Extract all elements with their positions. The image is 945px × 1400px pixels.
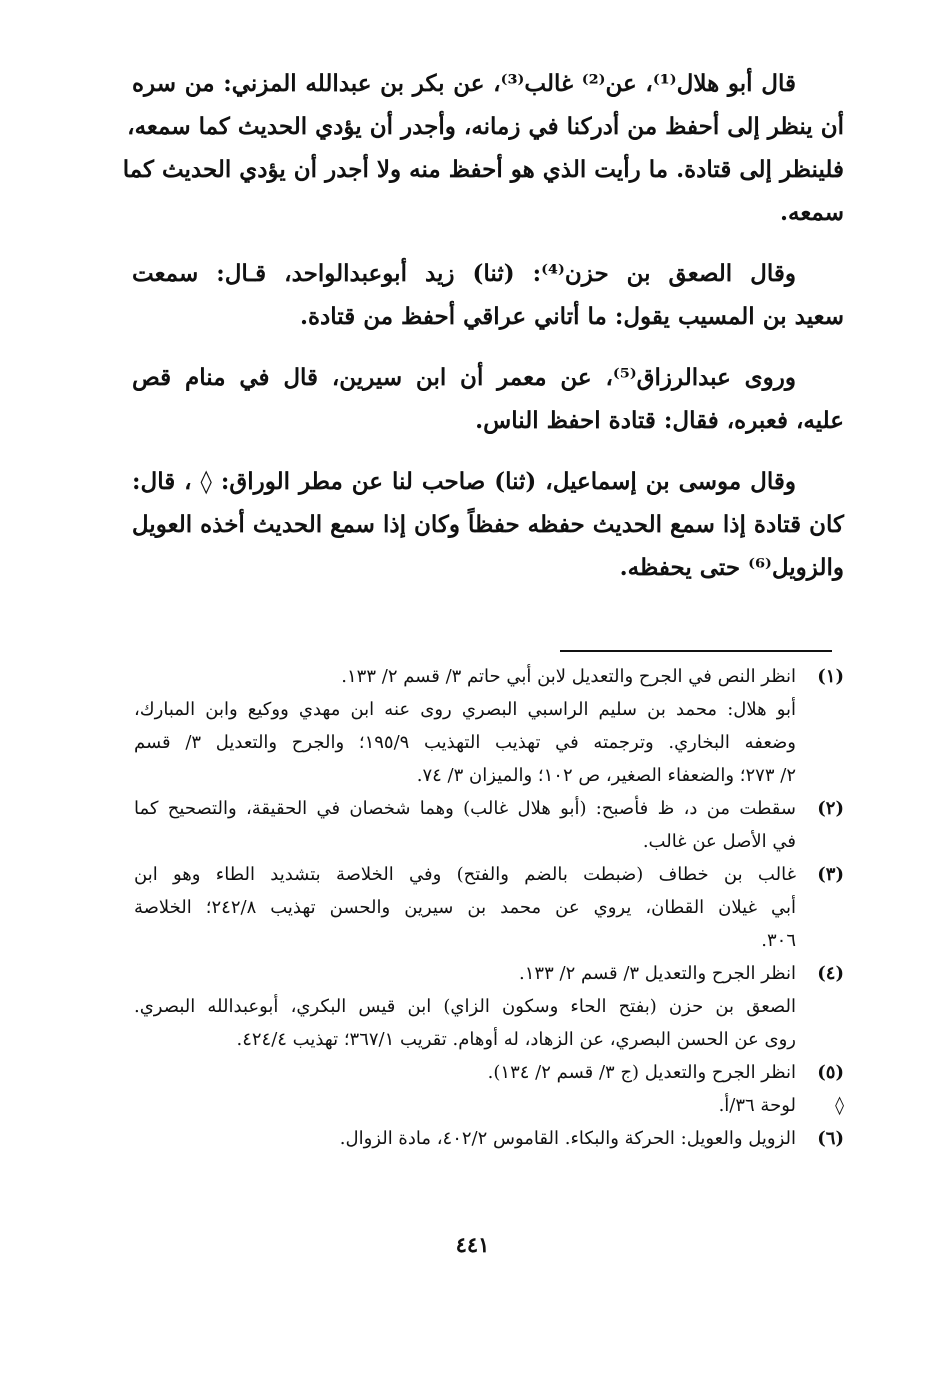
text-line: سمعه.: [779, 199, 844, 226]
footnote-body: [134, 693, 796, 792]
footnote-number: (٥): [817, 1062, 844, 1083]
footnote-number: (١): [817, 666, 844, 687]
footnote-line: الصعق بن حزن (بفتح الحاء وسكون الزاي) ابن قيس البكري، أبوعبدالله البصري.: [134, 996, 796, 1017]
text-line: وقال الصعق بن حزن⁽⁴⁾: (ثنا) زيد أبوعبدالواحد، قـال: سمعت: [132, 260, 796, 287]
footnote-number: (٣): [817, 864, 844, 885]
footnote-body: [134, 858, 796, 957]
paragraph-2: [132, 252, 844, 338]
footnote-line: ٣٠٦.: [761, 930, 796, 951]
footnote-line: سقطت من د، ظ فأصبح: (أبو هلال غالب) وهما شخصان في الحقيقة، والتصحيح كما: [134, 798, 796, 819]
footnote-line: انظر الجرح والتعديل (ج ٣/ قسم ٢/ ١٣٤).: [487, 1062, 796, 1083]
footnote-line: أبي غيلان القطان، يروي عن محمد بن سيرين والحسن تهذيب ٢٤٢/٨؛ الخلاصة: [134, 897, 796, 918]
footnote-4: [134, 957, 844, 990]
footnotes: [134, 660, 844, 1155]
footnote-body: [134, 660, 796, 693]
footnote-line: الزويل والعويل: الحركة والبكاء. القاموس ٤٠٢/٢، مادة الزوال.: [339, 1128, 796, 1149]
footnote-6: [134, 1122, 844, 1155]
footnote-number: [796, 990, 844, 1056]
footnote-line: في الأصل عن غالب.: [642, 831, 796, 852]
footnote-1: [134, 660, 844, 693]
footnote-line: ٢/ ٢٧٣؛ والضعفاء الصغير، ص ١٠٢؛ والميزان ٣/ ٧٤.: [416, 765, 796, 786]
text-line: قال أبو هلال⁽¹⁾، عن⁽²⁾ غالب⁽³⁾، عن بكر بن عبدالله المزني: من سره: [132, 70, 796, 97]
text-line: والزويل⁽⁶⁾ حتى يحفظه.: [619, 554, 844, 581]
text-line: سعيد بن المسيب يقول: ما أتاني عراقي أحفظ من قتادة.: [299, 303, 844, 330]
footnote-number: (٦): [817, 1128, 844, 1149]
text-line: عليه، فعبره، فقال: قتادة احفظ الناس.: [475, 407, 844, 434]
footnote-5: [134, 1056, 844, 1089]
footnote-body: [134, 1056, 796, 1089]
footnote-body: [134, 957, 796, 990]
footnote-1-continuation: [134, 693, 844, 792]
footnote-body: [134, 792, 796, 858]
text-line: وروى عبدالرزاق⁽⁵⁾، عن معمر أن ابن سيرين، قال في منام قص: [132, 364, 796, 391]
text-line: وقال موسى بن إسماعيل، (ثنا) صاحب لنا عن مطر الوراق: ◊ ، قال:: [132, 468, 796, 495]
footnote-line: وضعفه البخاري. وترجمته في تهذيب التهذيب ١٩٥/٩؛ والجرح والتعديل ٣/ قسم: [134, 732, 796, 753]
footnote-separator: [560, 650, 832, 652]
text-line: أن ينظر إلى أحفظ من أدركنا في زمانه، وأجدر أن يؤدي الحديث كما سمعه،: [127, 113, 844, 140]
diamond-icon: ◊: [835, 1095, 844, 1116]
footnote-body: [134, 1122, 796, 1155]
page-number: ٤٤١: [455, 1232, 490, 1257]
footnote-line: روى عن الحسن البصري، عن الزهاد، له أوهام. تقريب ٣٦٧/١؛ تهذيب ٤٢٤/٤.: [236, 1029, 796, 1050]
footnote-number: (٤): [817, 963, 844, 984]
paragraph-1: [122, 62, 844, 234]
main-text: [122, 62, 844, 607]
footnote-4-continuation: [134, 990, 844, 1056]
footnote-3: [134, 858, 844, 957]
footnote-2: [134, 792, 844, 858]
paragraph-4: [132, 460, 844, 589]
footnote-number: [796, 693, 844, 792]
footnote-body: [134, 1089, 796, 1122]
footnote-body: [134, 990, 796, 1056]
footnote-line: لوحة ٣٦/أ.: [718, 1095, 796, 1116]
footnote-line: أبو هلال: محمد بن سليم الراسبي البصري روى عنه ابن مهدي ووكيع وابن المبارك،: [134, 699, 796, 720]
footnote-line: انظر الجرح والتعديل ٣/ قسم ٢/ ١٣٣.: [519, 963, 796, 984]
footnote-line: غالب بن خطاف (ضبطت بالضم والفتح) وفي الخلاصة بتشديد الطاء وهو ابن: [134, 864, 796, 885]
footnote-folio: [134, 1089, 844, 1122]
text-line: كان قتادة إذا سمع الحديث حفظه حفظاً وكان إذا سمع الحديث أخذه العويل: [131, 511, 844, 538]
footnote-number: (٢): [817, 798, 844, 819]
paragraph-3: [132, 356, 844, 442]
text-line: فلينظر إلى قتادة. ما رأيت الذي هو أحفظ منه ولا أجدر أن يؤدي الحديث كما: [122, 156, 844, 183]
footnote-line: انظر النص في الجرح والتعديل لابن أبي حاتم ٣/ قسم ٢/ ١٣٣.: [341, 666, 796, 687]
